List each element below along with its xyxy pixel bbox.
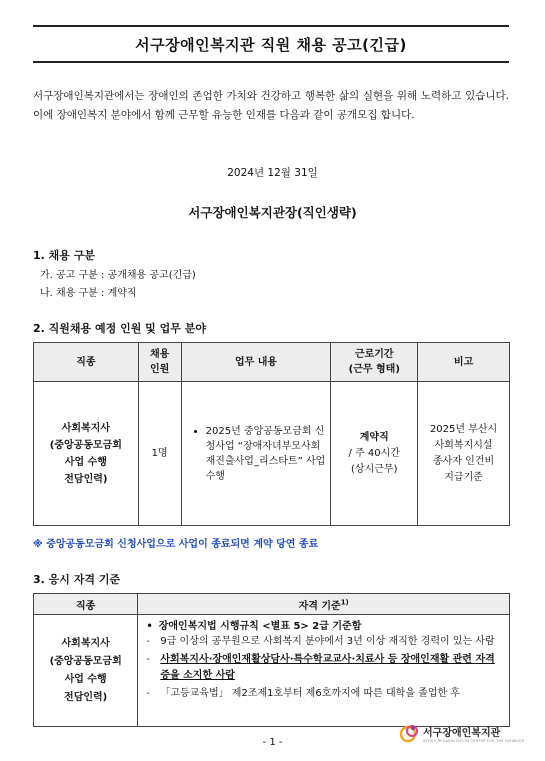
- table-header-row: [34, 343, 510, 382]
- criteria-heading: • 장애인복지법 시행규칙 <별표 5> 2급 기준함: [146, 621, 362, 632]
- header-duty: 업무 내용: [181, 343, 331, 382]
- section-1-heading: 1. 채용 구분: [33, 249, 95, 262]
- period-type: 계약직: [359, 431, 389, 443]
- logo-mark-icon: [400, 723, 420, 743]
- header-period: 근로기간 (근무 형태): [331, 343, 418, 382]
- table-row: [34, 382, 510, 526]
- duty-item: • 2025년 중앙공동모금회 신청사업 “장애자녀부모사회 재진출사업_리스타트” 사업수행: [206, 424, 327, 484]
- criteria-item: - 「고등교육법」 제2조제1호부터 제6호까지에 따른 대학을 졸업한 후: [146, 688, 460, 699]
- criteria-item: - 사회복지사·장애인재활상담사·특수학교교사·치료사 등 장애인재활 관련 자격증을 소지한 사람: [146, 654, 495, 681]
- header-criteria: 자격 기준$^{1)}$: [138, 594, 510, 615]
- intro-paragraph: 서구장애인복지관에서는 장애인의 존엄한 가치와 건강하고 행복한 삶의 실현을 위해 노력하고 있습니다. 이에 장애인복지 분야에서 함께 근무할 유능한 인재를 다음과 같이 공개모집 합니다.: [33, 90, 509, 121]
- header-job: 직종: [34, 594, 138, 615]
- note-cell: 2025년 부산시 사회복지시설 종사자 인건비 지급기준: [418, 382, 510, 526]
- page-title: 서구장애인복지관 직원 채용 공고(긴급): [33, 25, 509, 63]
- section-1-item: 나. 채용 구분 : 계약직: [40, 288, 137, 299]
- period-hours: / 주 40시간 (상시근무): [348, 447, 400, 475]
- contract-notice: ※ 중앙공동모금회 신청사업으로 사업이 종료되면 계약 당연 종료: [33, 539, 319, 550]
- announcement-date: 2024년 12월 31일: [227, 167, 318, 179]
- period-cell: [331, 382, 418, 526]
- header-note: 비고: [418, 343, 510, 382]
- section-2-heading: 2. 직원채용 예정 인원 및 업무 분야: [33, 322, 206, 335]
- page-number: - 1 -: [262, 737, 283, 748]
- header-count: 채용 인원: [138, 343, 181, 382]
- table-header-row: [34, 594, 510, 615]
- qualification-table: [33, 593, 510, 727]
- section-1-item: 가. 공고 구분 : 공개채용 공고(긴급): [40, 270, 196, 281]
- job-cell: 사회복지사 (중앙공동모금회 사업 수행 전담인력): [34, 382, 139, 526]
- duty-cell: [181, 382, 331, 526]
- header-job: 직종: [34, 343, 139, 382]
- logo-name: 서구장애인복지관: [423, 727, 501, 739]
- section-3-heading: 3. 응시 자격 기준: [33, 573, 121, 586]
- criteria-item: - 9급 이상의 공무원으로 사회복지 분야에서 3년 이상 재직한 경력이 있는 사람: [146, 636, 495, 647]
- job-cell: 사회복지사 (중앙공동모금회 사업 수행 전담인력): [34, 615, 138, 727]
- logo-subtitle: SEOGU REHABILITATION CENTER FOR THE DISABLED: [423, 738, 525, 743]
- recruitment-table: [33, 342, 510, 526]
- organization-signature: 서구장애인복지관장(직인생략): [188, 205, 357, 220]
- table-row: [34, 615, 510, 727]
- organization-logo: [400, 723, 524, 743]
- criteria-cell: [138, 615, 510, 727]
- count-cell: 1명: [138, 382, 181, 526]
